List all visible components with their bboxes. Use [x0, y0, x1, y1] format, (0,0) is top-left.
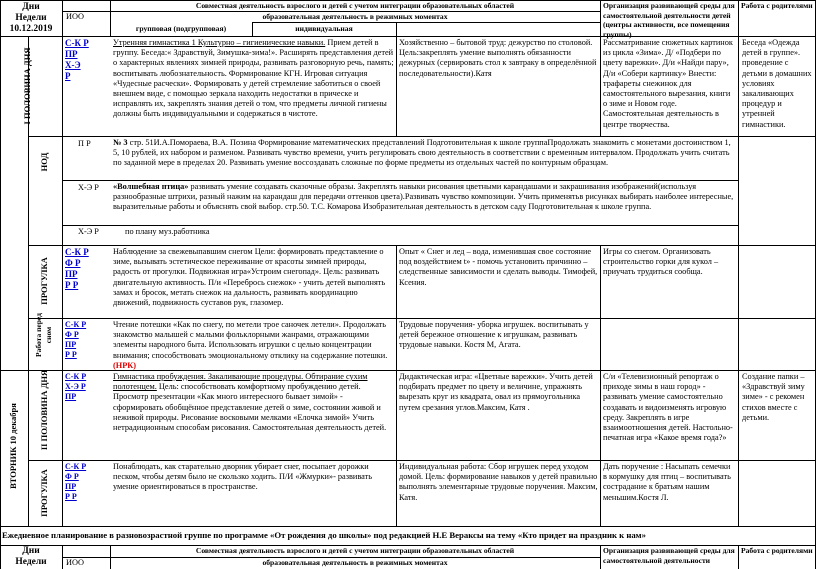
section-walk2-label: ПРОГУЛКА: [39, 469, 49, 517]
day-label: ВТОРНИК 10 декабря: [8, 403, 18, 489]
pre-sleep-group-activity: Чтение потешки «Как по снегу, по метели трое саночек летели». Продолжать знакомство малышей с малыми фольклорными жанрами, отражающими элементы народного быта. Использовать игрушки с целью концентрации внимания; способствовать эмоциональному отклику на содержание потешки.(НРК): [113, 320, 388, 370]
grid-line: [62, 225, 738, 226]
walk-ioo: С-К Р Ф Р ПР Р Р: [65, 247, 89, 290]
section-morning-label: I ПОЛОВИНА ДНЯ: [22, 47, 32, 125]
walk2-group-activity: Понаблюдать, как старательно дворник убирает снег, посыпает дорожки песком, чтобы детям было не скользко ходить. П/И «Жмурки»- развивать умение ориентироваться в пространстве.: [113, 462, 373, 492]
section-pre-sleep-label: Работа перед сном: [34, 313, 53, 357]
morning-individual-activity: Хозяйственно – бытовой труд: дежурство по столовой. Цель:закреплять умение выполнять обязанности дежурных (сервировать стол к завтраку в определённой последовательности).Катя: [399, 38, 597, 78]
grid-line: [738, 0, 739, 526]
afternoon-environment: С/и «Телевизионный репортаж о приходе зимы в наш город» - развивать умение самостоятельно создавать и видоизменять игровую среду. Закреплять в игре взаимоотношения детей. Настольно- печатная игра «Какое время года?»: [603, 372, 733, 443]
nod3-ioo: Х-Э Р: [78, 227, 99, 236]
grid-line: [600, 545, 601, 569]
grid-line: [28, 318, 816, 319]
grid-line: [600, 0, 601, 137]
grid-line: [0, 526, 816, 527]
footer-joint-header: Совместная деятельность взрослого и детей с учетом интеграции образовательных областей: [195, 546, 515, 555]
parents-header: Работа с родителями: [741, 1, 813, 10]
ioo-header: ИОО: [66, 12, 84, 21]
footer-parents-header: Работа с родителями: [741, 546, 813, 555]
footer-regime-header: образовательная деятельность в режимных моментах: [262, 558, 448, 567]
grid-line: [396, 22, 397, 137]
environment-header: Организация развивающей среды для самостоятельной деятельности детей (центры активности, все помещения группы): [603, 1, 735, 39]
grid-line: [28, 245, 816, 246]
morning-environment: Рассматривание сюжетных картинок из цикла «Зима». Д/ «Подбери по цвету варежки». Д/и «Найди пару», Д/и «Собери картинку» Внести: трафареты снежинок для самостоятельного вырезания, книги о зиме и Новом годе. Самостоятельная деятельность в центре творчества.: [603, 38, 733, 129]
grid-line: [62, 0, 63, 526]
walk2-individual-activity: Индивидуальная работа: Сбор игрушек перед уходом домой. Цель: формирование навыков у детей правильно выполнять элементарные трудовые поручения. Максим, Катя.: [399, 462, 598, 502]
grid-line: [62, 545, 63, 569]
afternoon-parents: Создание папки – «Здравствуй зиму зиме» - с рекомен стихов вместе с детьми.: [742, 372, 805, 422]
afternoon-group-activity: Гимнастика пробуждения. Закаливающие процедуры. Обтирание сухим полотенцем. Цель: способствовать комфортному пробуждению детей. Просмотр презентации «Как много интересного бывает зимой» - сформировать обобщённое представление детей о зиме, состоянии живой и неживой природы. Рисование восковыми мелками «Елочка зимой» Учить нетрадиционным способам рисования. Самостоятельная деятельность детей.: [113, 372, 387, 433]
afternoon-individual-activity: Дидактическая игра: «Цветные варежки». Учить детей подбирать предмет по цвету и величине, упражнять вырезать круг из квадрата, овал из прямоугольника путем срезания углов.Максим, Катя .: [399, 372, 593, 412]
morning-group-activity: Утренняя гимнастика 1 Культурно – гигиенические навыки. Прием детей в группу. Беседа:« Здравствуй, Зимушка-зима!». Расширять представления детей о характерных явлениях зимней природы, развивать разговорную речь, память; воспитывать любознательность. Формирование КГН. Игровая ситуация «Чудесные расчески». Формировать у детей стремление заботиться о своей внешнем виде, с помощью зеркала находить недостатки в прическе и исправлять их, закреплять знания детей о том, что предметы личной гигиены должны быть индивидуальными и содержаться в чистоте.: [113, 38, 394, 119]
nod1-ioo: П Р: [78, 139, 91, 148]
individual-header: индивидуальная: [295, 24, 353, 33]
grid-line: [600, 245, 601, 526]
plan-title: Ежедневное планирование в разновозрастной группе по программе «От рождения до школы» под редакцией Н.Е Вераксы на тему «Кто придет на праздник к нам»: [2, 530, 646, 540]
grid-line: [396, 245, 397, 526]
pre-sleep-ioo: С-К Р Ф Р ПР Р Р: [65, 320, 87, 359]
nod2-activity: «Волшебная птица» развивать умение создавать сказочные образы. Закреплять навыки рисования цветными карандашами и закрашивания изображений(используя разнообразные штрихи, разный нажим на карандаш для передачи оттенков цвета).Развивать чувство композиции. Учить применятьв рисунках выбирать наиболее интересные, выразительные работы и объяснять свой выбор. стр.50. Т.С. Комарова Изобразительная деятельность в детском саду Подготовительная к школе группа.: [113, 182, 734, 212]
joint-activity-header: Совместная деятельность взрослого и детей с учетом интеграции образовательных областей: [195, 1, 515, 10]
pre-sleep-individual-activity: Трудовые поручения- уборка игрушек. воспитывать у детей бережное отношение к игрушкам, развивать трудовые навыки. Костя М, Агата.: [399, 320, 589, 350]
morning-ioo: С-К Р ПР Х-Э Р: [65, 38, 89, 81]
walk2-ioo: С-К Р Ф Р ПР Р Р: [65, 462, 87, 501]
nod1-activity: № 3 стр. 51И.А.Помораева, В.А. Позина Формирование математических представлений Подготовительная к школе группаПродолжать знакомить с монетами достоинством 1, 5, 10 рублей, их набором и разменом. Развивать чувство времени, учить регулировать свою деятельность в соответствии с временным интервалом. Продолжать учить считать по заданной мере в пределах 20. Развивать умение воссоздавать сложные по форме предметы из отдельных частей по контурным образцам.: [113, 138, 731, 168]
days-header: Дни Недели 10.12.2019: [9, 2, 53, 34]
nod2-ioo: Х-Э Р: [78, 183, 99, 192]
grid-line: [0, 0, 1, 569]
grid-line: [62, 180, 738, 181]
walk-individual-activity: Опыт « Снег и лед – вода, изменившая свое состояние под воздействием t» - помочь установить причинно – следственные зависимости и сделать выводы. Тимофей, Ксения.: [399, 247, 598, 287]
section-afternoon-label: II ПОЛОВИНА ДНЯ: [39, 369, 49, 451]
walk-environment: Игры со снегом. Организовать строительство горки для кукол – приучать трудиться сообща.: [603, 247, 719, 277]
grid-line: [28, 460, 816, 461]
afternoon-ioo: С-К Р Х-Э Р ПР: [65, 372, 87, 401]
section-nod-label: НОД: [39, 152, 49, 172]
walk2-environment: Дать поручение : Насыпать семечки в кормушку для птиц – воспитывать сострадание к братьям нашим меньшим.Костя Л.: [603, 462, 731, 502]
grid-line: [738, 545, 739, 569]
section-walk-label: ПРОГУЛКА: [39, 257, 49, 305]
regime-header: образовательная деятельность в режимных моментах: [262, 12, 448, 21]
footer-ioo-header: ИОО: [66, 558, 84, 567]
morning-parents: Беседа «Одежда детей в группе». проведение с детьми в домашних условиях закаливающих процедур и утренней гимнастики.: [742, 38, 812, 129]
footer-environment-header: Организация развивающей среды для самостоятельной деятельности: [603, 546, 735, 565]
group-header: групповая (подгрупповая): [135, 24, 227, 33]
nod3-activity: по плану муз.работника: [125, 227, 210, 236]
walk-group-activity: Наблюдение за свежевыпавшим снегом Цели: формировать представление о зиме, вызывать эстетическое переживание от красоты зимней природы, радость от прогулки. Подвижная игра«Устроим снегопад». Цель: развивать двигательную активность. П/и «Перебрось снежок» - учить детей выполнять замах и бросок, метать снежок на дальность, развивать координацию движений, подвижность суставов рук, глазомер.: [113, 247, 386, 308]
footer-days-header: Дни Недели: [15, 546, 47, 567]
grid-line: [28, 136, 816, 137]
